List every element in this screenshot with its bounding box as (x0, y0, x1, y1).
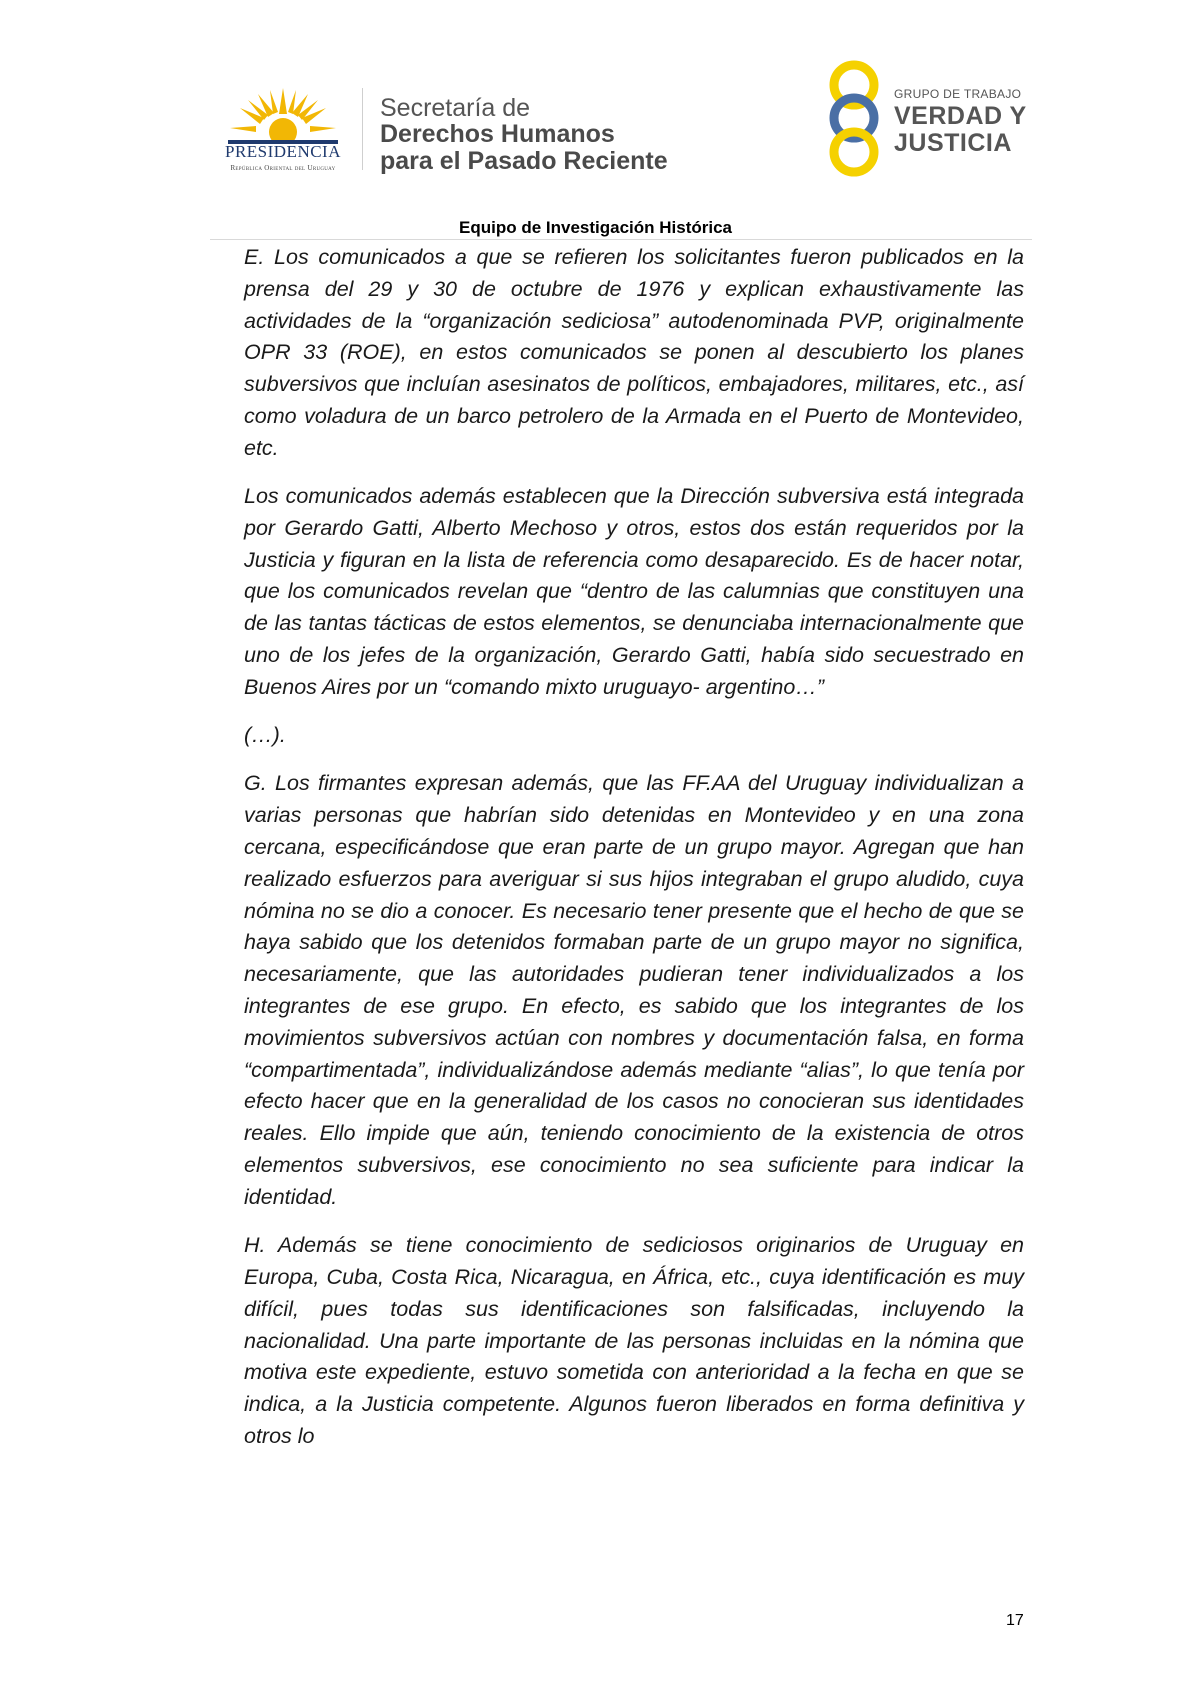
secretaria-line-1: Secretaría de (380, 94, 531, 122)
gtvj-line-3: JUSTICIA (894, 129, 1012, 157)
presidencia-logo (208, 84, 358, 176)
page-number: 17 (1006, 1612, 1024, 1629)
gtvj-line-1: GRUPO DE TRABAJO (894, 87, 1022, 101)
paragraph-comunicados: Los comunicados además establecen que la Dirección subversiva está integrada por Gerardo Gatti, Alberto Mechoso y otros, estos dos están requeridos por la Justicia y figuran en la lista de referencia como desaparecido. Es de hacer notar, que los comunicados revelan que “dentro de las calumnias que constituyen una de las tantas tácticas de estos elementos, se denunciaba internacionalmente que uno de los jefes de la organización, Gerardo Gatti, había sido secuestrado en Buenos Aires por un “comando mixto uruguayo- argentino…” (244, 484, 1024, 699)
secretaria-logo-text (380, 95, 668, 174)
gtvj-line-2: VERDAD Y (894, 102, 1027, 130)
secretaria-line-3: para el Pasado Reciente (380, 146, 668, 175)
body-text (244, 242, 1024, 1469)
header-divider (362, 88, 363, 170)
paragraph-ellipsis: (…). (244, 723, 286, 748)
paragraph-g: G. Los firmantes expresan además, que las FF.AA del Uruguay individualizan a varias personas que habrían sido detenidas en Montevideo y en una zona cercana, especificándose que eran parte de un grupo mayor. Agregan que han realizado esfuerzos para averiguar si sus hijos integraban el grupo aludido, cuya nómina no se dio a conocer. Es necesario tener presente que el hecho de que se haya sabido que los detenidos formaban parte de un grupo mayor no significa, necesariamente, que las autoridades pudieran tener individualizados a los integrantes de ese grupo. En efecto, es sabido que los integrantes de los movimientos subversivos actúan con nombres y documentación falsa, en forma “compartimentada”, individualizándose además mediante “alias”, lo que tenía por efecto hacer que en la generalidad de los casos no conocieran sus identidades reales. Ello impide que aún, teniendo conocimiento de la existencia de otros elementos subversivos, ese conocimiento no sea suficiente para indicar la identidad. (244, 771, 1024, 1209)
presidencia-subtitle: República Oriental del Uruguay (230, 164, 336, 172)
paragraph-e: E. Los comunicados a que se refieren los solicitantes fueron publicados en la prensa del 29 y 30 de octubre de 1976 y explican exhaustivamente las actividades de la “organización sediciosa” autodenominada PVP, originalmente OPR 33 (ROE), en estos comunicados se ponen al descubierto los planes subversivos que incluían asesinatos de políticos, embajadores, militares, etc., así como voladura de un barco petrolero de la Armada en el Puerto de Montevideo, etc. (244, 245, 1024, 460)
gtvj-logo (818, 60, 1038, 180)
presidencia-word: PRESIDENCIA (224, 142, 341, 161)
team-title: Equipo de Investigación Histórica (459, 218, 732, 237)
sun-icon (228, 84, 338, 144)
secretaria-line-2: Derechos Humanos (380, 120, 615, 149)
title-rule (210, 239, 1032, 240)
paragraph-h: H. Además se tiene conocimiento de sediciosos originarios de Uruguay en Europa, Cuba, Costa Rica, Nicaragua, en África, etc., cuya identificación es muy difícil, pues todas sus identificaciones son falsificadas, incluyendo la nacionalidad. Una parte importante de las personas incluidas en la nómina que motiva este expediente, estuvo sometida con anterioridad a la fecha en que se indica, a la Justicia competente. Algunos fueron liberados en forma definitiva y otros lo (244, 1233, 1024, 1448)
rings-icon (818, 60, 894, 180)
